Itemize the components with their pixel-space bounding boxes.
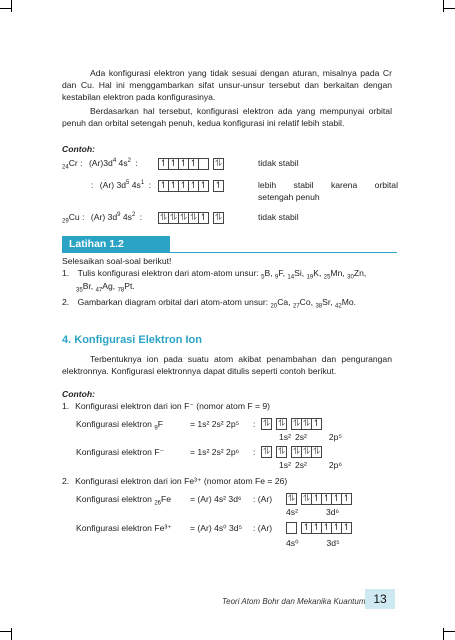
cr-row-2: : (Ar) $3d^5$ $4s^1$ : [91, 180, 151, 190]
f-atom-colon: : [253, 419, 256, 429]
orbital-3d: ↿ [169, 158, 178, 169]
section-heading: 4. Konfigurasi Elektron Ion [62, 334, 202, 346]
example-label-2: Contoh: [62, 389, 95, 399]
orbital-2s: ⥮ [276, 418, 287, 430]
crop-mark-bottom-right [443, 619, 455, 632]
orbital-2p: ⥮ [311, 446, 322, 458]
footer-title: Teori Atom Bohr dan Mekanika Kuantum [222, 597, 366, 606]
orbital-2p: ⥮ [291, 418, 302, 430]
example-item-2: 2. Konfigurasi elektron dari ion Fe³⁺ (nomor atom Fe = 26) [62, 476, 288, 486]
orbital-3d: ↿ [199, 212, 208, 223]
orbital-3d: ⥮ [188, 212, 199, 224]
fe-ion-orbitals [286, 521, 352, 534]
f-atom-config: = 1s² 2s² 2p⁵ [190, 419, 240, 429]
orbital-3d: ⥮ [301, 493, 312, 505]
orbital-2s: ⥮ [276, 446, 287, 458]
orbital-1s: ⥮ [261, 418, 272, 430]
exercise-question-1: 1. Tulis konfigurasi elektron dari atom-atom unsur: $_5$B, $_9$F, $_{14}$Si, $_{19}$K, $_{25}$Mn, $_{30}$Zn, [62, 268, 367, 281]
orbital-3d: ↿ [199, 180, 208, 191]
orbital-2p: ↿ [312, 418, 321, 429]
orbital-2p: ⥮ [291, 446, 302, 458]
crop-mark-top-right-v [431, 0, 444, 12]
cr-note-2: lebih stabil karena orbital [258, 180, 398, 190]
section-paragraph: Terbentuknya ion pada suatu atom akibat penambahan dan pengurangan elektronnya. Konfigurasi elektronnya dapat ditulis seperti contoh berikut. [62, 354, 392, 377]
crop-mark-top-left-v [11, 0, 24, 12]
crop-mark-bottom-right-v [431, 628, 444, 640]
f-ion-labels: 1s² 2s² 2p⁶ [279, 460, 343, 470]
cr-row-1: $_{24}$Cr : $(Ar)3d^4$ $4s^2$ : [62, 158, 138, 171]
f-atom-orbitals [261, 417, 322, 430]
f-ion-colon: : [253, 447, 256, 457]
orbital-3d: ↿ [332, 522, 341, 533]
orbital-3d: ↿ [342, 493, 351, 504]
orbital-3d: ⥮ [158, 212, 169, 224]
orbital-4s [286, 522, 297, 534]
orbital-3d: ↿ [342, 522, 351, 533]
orbital-3d: ↿ [332, 493, 341, 504]
orbital-3d [198, 158, 209, 170]
cr-stable-orbitals [158, 179, 224, 192]
cu-row-1: $_{29}$Cu : (Ar) $3d^9$ $4s^2$ : [62, 212, 143, 225]
orbital-3d: ↿ [312, 522, 321, 533]
fe-atom-labels: 4s² 3d⁶ [286, 507, 340, 517]
crop-mark-top-right [443, 8, 455, 21]
crop-mark-bottom-left-v [11, 628, 24, 640]
orbital-4s: ⥮ [213, 158, 224, 170]
cu-note-1: tidak stabil [258, 212, 299, 222]
f-ion-row: Konfigurasi elektron F⁻ [76, 447, 165, 457]
orbital-2p: ⥮ [301, 418, 312, 430]
cr-unstable-orbitals [158, 157, 224, 170]
orbital-3d: ⥮ [168, 212, 179, 224]
orbital-3d: ↿ [169, 180, 178, 191]
orbital-3d: ↿ [179, 158, 188, 169]
example-item-1: 1. Konfigurasi elektron dari ion F⁻ (nomor atom F = 9) [62, 401, 271, 411]
orbital-4s: ↿ [214, 180, 223, 191]
f-ion-config: = 1s² 2s² 2p⁶ [190, 447, 240, 457]
orbital-3d: ↿ [312, 493, 321, 504]
fe-atom-row: Konfigurasi elektron $_{26}$Fe [76, 494, 172, 507]
example-label: Contoh: [62, 144, 95, 154]
fe-ion-labels: 4s⁰ 3d⁵ [286, 538, 340, 548]
orbital-3d: ↿ [159, 158, 168, 169]
exercise-divider [62, 252, 397, 253]
orbital-3d: ↿ [322, 522, 331, 533]
exercise-header: Latihan 1.2 [62, 236, 170, 252]
orbital-3d: ⥮ [178, 212, 189, 224]
f-atom-labels: 1s² 2s² 2p⁵ [279, 432, 343, 442]
f-atom-row: Konfigurasi elektron $_9$F [76, 419, 163, 432]
orbital-3d: ↿ [189, 180, 198, 191]
orbital-1s: ⥮ [261, 446, 272, 458]
exercise-question-2: 2. Gambarkan diagram orbital dari atom-atom unsur: $_{20}$Ca, $_{27}$Co, $_{38}$Sr, $_{42}$Mo. [62, 297, 357, 310]
fe-ion-config: = (Ar) 4s⁰ 3d⁵ [190, 523, 243, 533]
cr-note-2b: setengah penuh [258, 192, 320, 202]
orbital-3d: ↿ [189, 158, 198, 169]
orbital-3d: ↿ [159, 180, 168, 191]
cr-note-1: tidak stabil [258, 158, 299, 168]
orbital-3d: ↿ [179, 180, 188, 191]
orbital-2p: ⥮ [301, 446, 312, 458]
exercise-instruction: Selesaikan soal-soal berikut! [62, 256, 172, 266]
orbital-3d: ↿ [322, 493, 331, 504]
orbital-4s: ⥮ [213, 212, 224, 224]
intro-paragraph-2: Berdasarkan hal tersebut, konfigurasi elektron ada yang mempunyai orbital penuh dan orbital setengah penuh, kedua konfigurasi ini relatif lebih stabil. [62, 106, 392, 129]
orbital-3d: ↿ [302, 522, 311, 533]
orbital-4s: ⥮ [286, 493, 297, 505]
cu-unstable-orbitals [158, 211, 224, 224]
fe-atom-orbitals [286, 492, 352, 505]
f-ion-orbitals [261, 445, 322, 458]
fe-ion-colon: : (Ar) [253, 523, 273, 533]
intro-paragraph-1: Ada konfigurasi elektron yang tidak sesuai dengan aturan, misalnya pada Cr dan Cu. Hal ini menggambarkan sifat unsur-unsur tersebut dan berkaitan dengan kestabilan elektron pada konfigurasinya. [62, 68, 392, 103]
exercise-question-1-cont: $_{35}$Br, $_{47}$Ag, $_{78}$Pt. [76, 281, 135, 294]
fe-atom-config: = (Ar) 4s² 3d⁶ [190, 494, 242, 504]
fe-atom-colon: : (Ar) [253, 494, 273, 504]
page-number: 13 [365, 589, 395, 609]
fe-ion-row: Konfigurasi elektron Fe³⁺ [76, 523, 172, 533]
